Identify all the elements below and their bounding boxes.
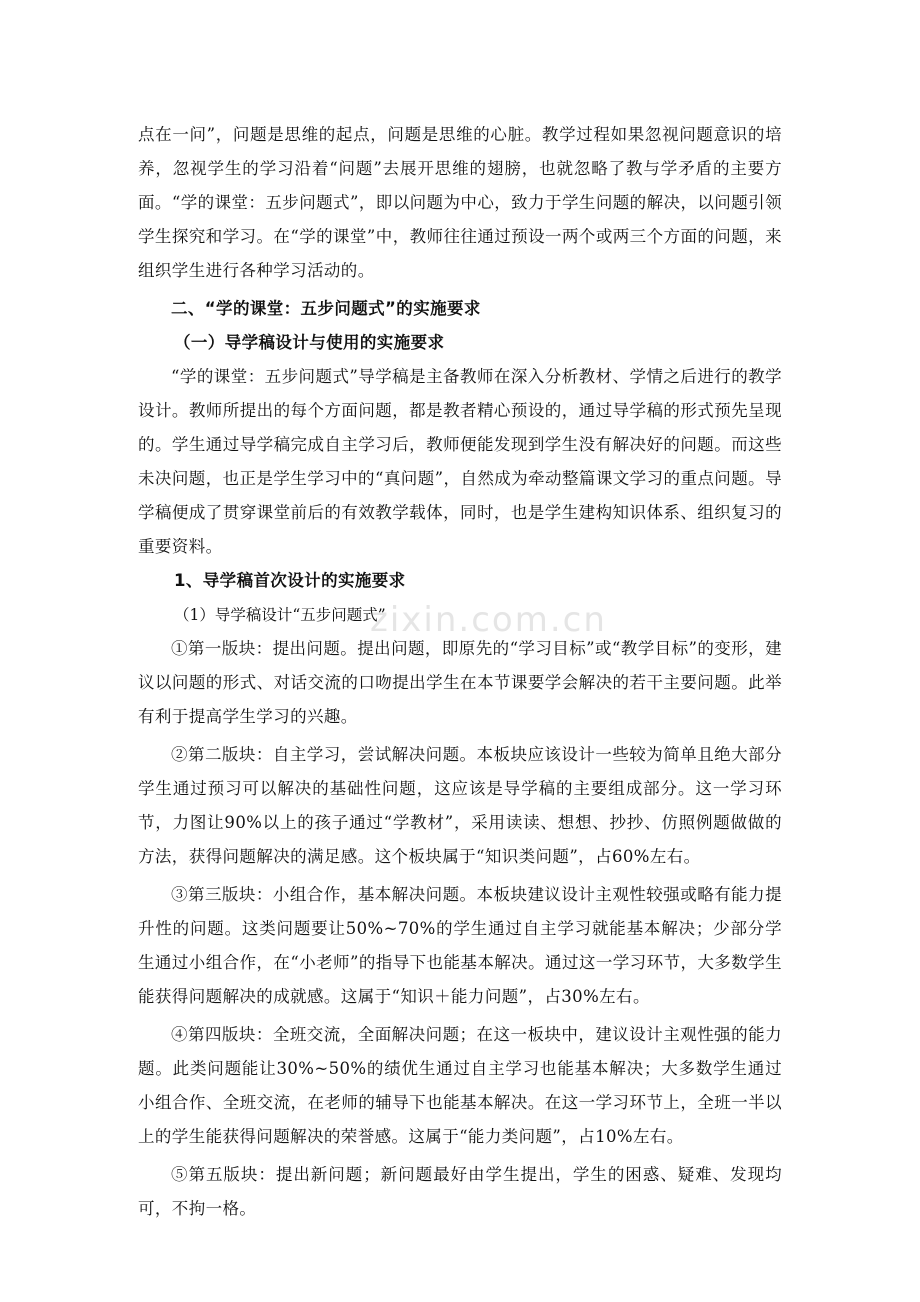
block3-paragraph: ③第三版块：小组合作，基本解决问题。本板块建议设计主观性较强或略有能力提升性的问题。这类问题要让50%~70%的学生通过自主学习就能基本解决；少部分学生通过小组合作，在“小老师”的指导下也能基本解决。通过这一学习环节，大多数学生能获得问题解决的成就感。这属于“知识＋能力问题”，占30%左右。 <box>138 885 782 1006</box>
intro-paragraph: 点在一问”，问题是思维的起点，问题是思维的心脏。教学过程如果忽视问题意识的培养，忽视学生的学习沿着“问题”去展开思维的翅膀，也就忽略了教与学矛盾的主要方面。“学的课堂：五步问题式”，即以问题为中心，致力于学生问题的解决，以问题引领学生探究和学习。在“学的课堂”中，教师往往通过预设一两个或两三个方面的问题，来组织学生进行各种学习活动的。 <box>138 125 782 280</box>
subsection-body: “学的课堂：五步问题式”导学稿是主备教师在深入分析教材、学情之后进行的教学设计。教师所提出的每个方面问题，都是教者精心预设的，通过导学稿的形式预先呈现的。学生通过导学稿完成自主学习后，教师便能发现到学生没有解决好的问题。而这些未决问题，也正是学生学习中的“真问题”，自然成为牵动整篇课文学习的重点问题。导学稿便成了贯穿课堂前后的有效教学载体，同时，也是学生建构知识体系、组织复习的重要资料。 <box>138 367 782 556</box>
item-heading: 1、导学稿首次设计的实施要求 <box>174 571 406 590</box>
block5-paragraph: ⑤第五版块：提出新问题；新问题最好由学生提出，学生的困惑、疑难、发现均可，不拘一格。 <box>138 1165 782 1218</box>
block1-paragraph: ①第一版块：提出问题。提出问题，即原先的“学习目标”或“教学目标”的变形，建议以问题的形式、对话交流的口吻提出学生在本节课要学会解决的若干主要问题。此举有利于提高学生学习的兴趣。 <box>138 639 782 726</box>
section-heading: 二、“学的课堂：五步问题式”的实施要求 <box>171 299 481 318</box>
item-subheading: （1）导学稿设计“五步问题式” <box>174 606 386 624</box>
watermark: zixin.com.cn <box>370 600 607 640</box>
subsection-heading: （一）导学稿设计与使用的实施要求 <box>174 333 445 352</box>
document-page <box>138 118 782 1226</box>
block4-paragraph: ④第四版块：全班交流，全面解决问题；在这一板块中，建议设计主观性强的能力题。此类问题能让30%~50%的绩优生通过自主学习也能基本解决；大多数学生通过小组合作、全班交流，在老师的辅导下也能基本解决。在这一学习环节上，全班一半以上的学生能获得问题解决的荣誉感。这属于“能力类问题”，占10%左右。 <box>138 1025 782 1146</box>
block2-paragraph: ②第二版块：自主学习，尝试解决问题。本板块应该设计一些较为简单且绝大部分学生通过预习可以解决的基础性问题，这应该是导学稿的主要组成部分。这一学习环节，力图让90%以上的孩子通过“学教材”，采用读读、想想、抄抄、仿照例题做做的方法，获得问题解决的满足感。这个板块属于“知识类问题”，占60%左右。 <box>138 745 782 866</box>
